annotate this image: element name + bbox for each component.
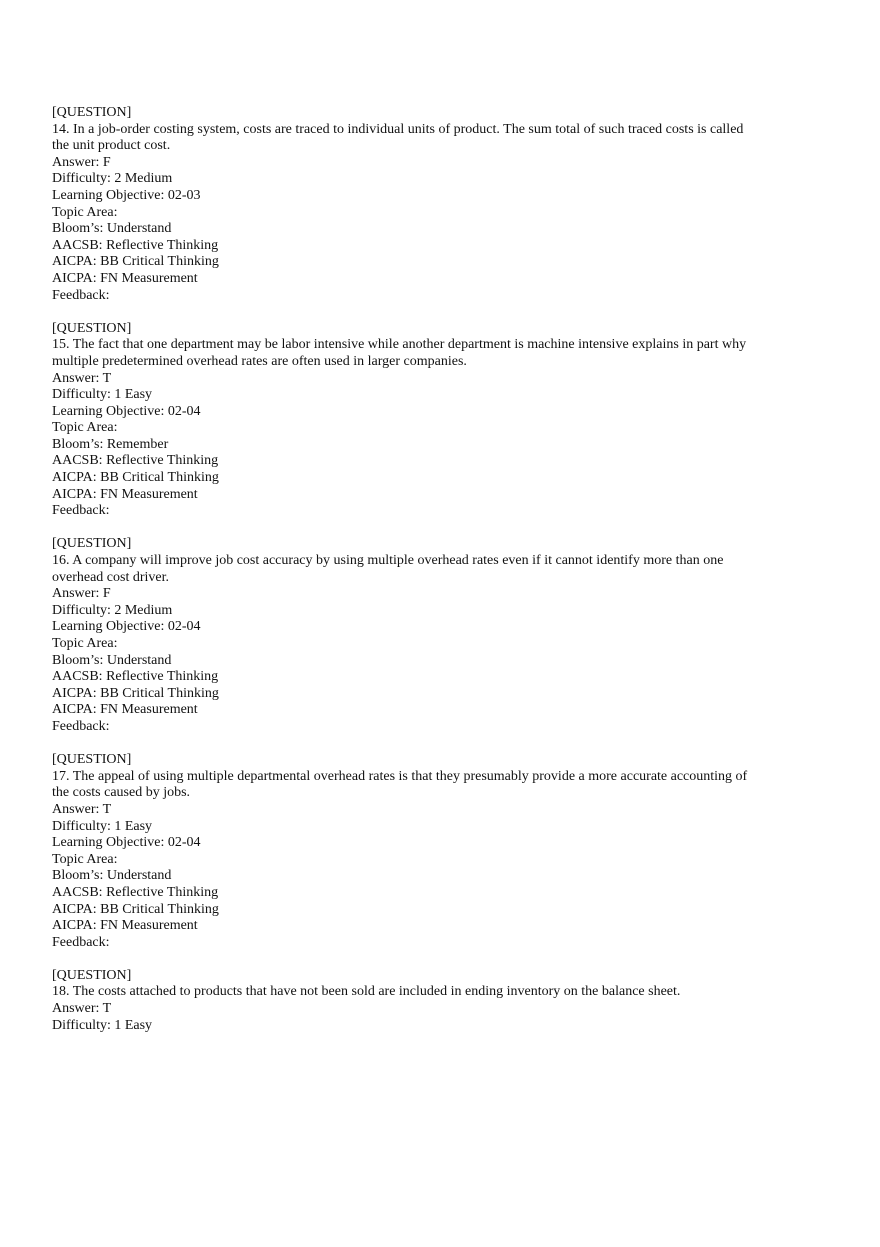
feedback-line: Feedback: — [52, 934, 110, 950]
question-text: 16. A company will improve job cost accuracy by using multiple overhead rates even if it cannot identify more than one overhead cost driver. — [52, 553, 727, 585]
blooms-line: Bloom’s: Understand — [52, 652, 172, 668]
question-tag: [QUESTION] — [52, 105, 132, 120]
question-tag: [QUESTION] — [52, 752, 132, 768]
feedback-line: Feedback: — [52, 287, 110, 303]
aicpa-fn-line: AICPA: FN Measurement — [52, 486, 198, 502]
question-tag: [QUESTION] — [52, 536, 132, 552]
difficulty-line: Difficulty: 1 Easy — [52, 1017, 153, 1033]
answer-line: Answer: T — [52, 370, 112, 386]
blooms-line: Bloom’s: Remember — [52, 436, 169, 452]
feedback-line: Feedback: — [52, 503, 110, 519]
topic-area-line: Topic Area: — [52, 636, 118, 651]
answer-line: Answer: T — [52, 1001, 112, 1017]
question-block-17 — [52, 752, 752, 951]
question-block-16 — [52, 536, 752, 735]
learning-objective-line: Learning Objective: 02-03 — [52, 187, 201, 203]
difficulty-line: Difficulty: 1 Easy — [52, 387, 153, 403]
learning-objective-line: Learning Objective: 02-04 — [52, 403, 201, 419]
aicpa-bb-line: AICPA: BB Critical Thinking — [52, 254, 219, 270]
difficulty-line: Difficulty: 2 Medium — [52, 602, 173, 618]
answer-line: Answer: T — [52, 801, 112, 817]
blooms-line: Bloom’s: Understand — [52, 221, 172, 237]
answer-line: Answer: F — [52, 586, 111, 602]
aacsb-line: AACSB: Reflective Thinking — [52, 669, 219, 685]
aacsb-line: AACSB: Reflective Thinking — [52, 453, 219, 469]
aicpa-fn-line: AICPA: FN Measurement — [52, 918, 198, 934]
answer-line: Answer: F — [52, 154, 111, 170]
learning-objective-line: Learning Objective: 02-04 — [52, 619, 201, 635]
topic-area-line: Topic Area: — [52, 420, 118, 436]
difficulty-line: Difficulty: 2 Medium — [52, 171, 173, 187]
feedback-line: Feedback: — [52, 718, 110, 734]
aicpa-bb-line: AICPA: BB Critical Thinking — [52, 470, 219, 486]
learning-objective-line: Learning Objective: 02-04 — [52, 835, 201, 851]
blooms-line: Bloom’s: Understand — [52, 868, 172, 884]
aacsb-line: AACSB: Reflective Thinking — [52, 237, 219, 253]
question-text: 14. In a job-order costing system, costs are traced to individual units of product. The sum total of such traced costs is called the unit product cost. — [52, 121, 747, 154]
aicpa-bb-line: AICPA: BB Critical Thinking — [52, 901, 219, 917]
question-text: 18. The costs attached to products that have not been sold are included in ending inventory on the balance sheet. — [52, 984, 681, 1000]
question-text: 15. The fact that one department may be labor intensive while another department is machine intensive explains in part why multiple predetermined overhead rates are often used in larger companies. — [52, 337, 750, 369]
question-block-15 — [52, 321, 752, 520]
question-text: 17. The appeal of using multiple departmental overhead rates is that they presumably provide a more accurate accounting of the costs caused by jobs. — [52, 768, 751, 801]
question-tag: [QUESTION] — [52, 320, 132, 336]
aacsb-line: AACSB: Reflective Thinking — [52, 884, 219, 900]
question-block-14 — [52, 105, 752, 304]
question-list — [52, 105, 752, 1051]
topic-area-line: Topic Area: — [52, 204, 118, 220]
aicpa-fn-line: AICPA: FN Measurement — [52, 702, 198, 718]
aicpa-fn-line: AICPA: FN Measurement — [52, 270, 198, 286]
question-tag: [QUESTION] — [52, 967, 132, 983]
difficulty-line: Difficulty: 1 Easy — [52, 818, 153, 834]
topic-area-line: Topic Area: — [52, 851, 118, 867]
aicpa-bb-line: AICPA: BB Critical Thinking — [52, 685, 219, 701]
question-block-18 — [52, 968, 752, 1034]
